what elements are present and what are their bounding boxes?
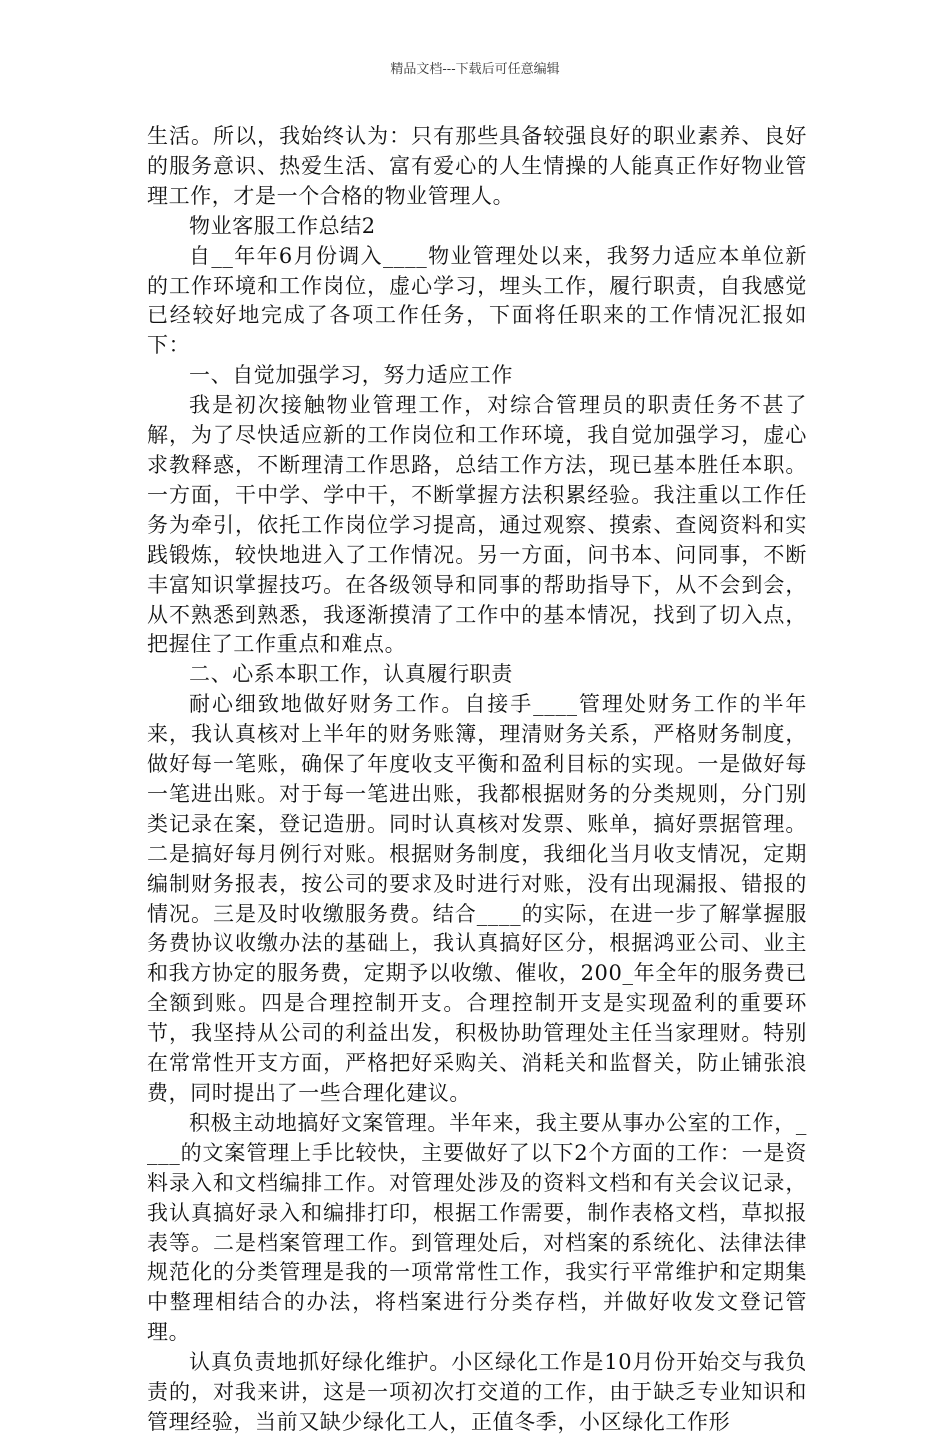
paragraph: 积极主动地搞好文案管理。半年来，我主要从事办公室的工作，____的文案管理上手比较快，主要做好了以下2个方面的工作：一是资料录入和文档编排工作。对管理处涉及的资料文档和有关会议记录，我认真搞好录入和编排打印，根据工作需要，制作表格文档，草拟报表等。二是档案管理工作。到管理处后，对档案的系统化、法律法律规范化的分类管理是我的一项常常性工作，我实行平常维护和定期集中整理相结合的办法，将档案进行分类存档，并做好收发文登记管理。 <box>147 1110 807 1345</box>
document-body <box>147 122 807 1438</box>
paragraph: 认真负责地抓好绿化维护。小区绿化工作是10月份开始交与我负责的，对我来讲，这是一项初次打交道的工作，由于缺乏专业知识和管理经验，当前又缺少绿化工人，正值冬季，小区绿化工作形 <box>147 1350 807 1434</box>
section-heading: 一、自觉加强学习，努力适应工作 <box>189 363 513 388</box>
paragraph: 耐心细致地做好财务工作。自接手____管理处财务工作的半年来，我认真核对上半年的财务账簿，理清财务关系，严格财务制度，做好每一笔账，确保了年度收支平衡和盈利目标的实现。一是做好每一笔进出账。对于每一笔进出账，我都根据财务的分类规则，分门别类记录在案，登记造册。同时认真核对发票、账单，搞好票据管理。二是搞好每月例行对账。根据财务制度，我细化当月收支情况，定期编制财务报表，按公司的要求及时进行对账，没有出现漏报、错报的情况。三是及时收缴服务费。结合____的实际，在进一步了解掌握服务费协议收缴办法的基础上，我认真搞好区分，根据鸿亚公司、业主和我方协定的服务费，定期予以收缴、催收，200_年全年的服务费已全额到账。四是合理控制开支。合理控制开支是实现盈利的重要环节，我坚持从公司的利益出发，积极协助管理处主任当家理财。特别在常常性开支方面，严格把好采购关、消耗关和监督关，防止铺张浪费，同时提出了一些合理化建议。 <box>147 692 807 1105</box>
section-title: 物业客服工作总结2 <box>189 213 376 238</box>
paragraph: 生活。所以，我始终认为：只有那些具备较强良好的职业素养、良好的服务意识、热爱生活、富有爱心的人生情操的人能真正作好物业管理工作，才是一个合格的物业管理人。 <box>147 124 807 208</box>
section-heading: 二、心系本职工作，认真履行职责 <box>189 662 513 687</box>
paragraph: 我是初次接触物业管理工作，对综合管理员的职责任务不甚了解，为了尽快适应新的工作岗位和工作环境，我自觉加强学习，虚心求教释惑，不断理清工作思路，总结工作方法，现已基本胜任本职。一方面，干中学、学中干，不断掌握方法积累经验。我注重以工作任务为牵引，依托工作岗位学习提高，通过观察、摸索、查阅资料和实践锻炼，较快地进入了工作情况。另一方面，问书本、问同事，不断丰富知识掌握技巧。在各级领导和同事的帮助指导下，从不会到会，从不熟悉到熟悉，我逐渐摸清了工作中的基本情况，找到了切入点，把握住了工作重点和难点。 <box>147 393 807 657</box>
page-header: 精品文档---下载后可任意编辑 <box>390 62 560 77</box>
paragraph: 自__年年6月份调入____物业管理处以来，我努力适应本单位新的工作环境和工作岗位，虚心学习，埋头工作，履行职责，自我感觉已经较好地完成了各项工作任务，下面将任职来的工作情况汇报如下： <box>147 243 807 358</box>
